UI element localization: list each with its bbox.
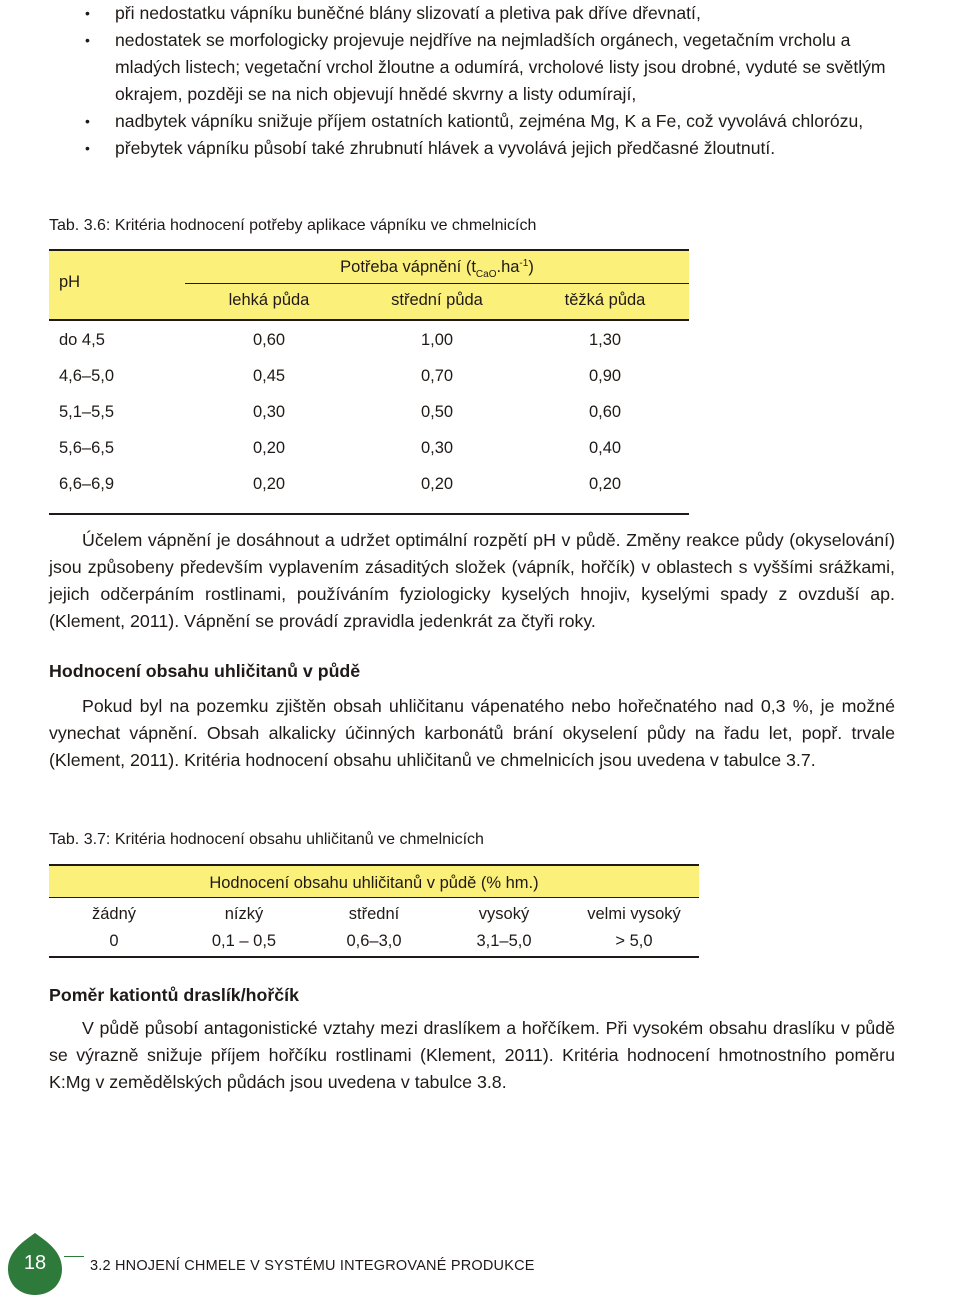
table-cell: 0,90 [588,367,622,385]
column-header-light-soil: lehká půda [228,291,310,309]
table-cell: 0,1 – 0,5 [211,932,277,950]
table-row [49,429,689,465]
table-cell: 0,70 [420,367,454,385]
table-cell: 0,20 [588,475,622,493]
running-footer-section: 3.2 HNOJENÍ CHMELE V SYSTÉMU INTEGROVANÉ PRODUKCE [90,1258,535,1274]
table-cell: 1,00 [420,331,454,349]
bullet-item: • přebytek vápníku působí také zhrubnutí hlávek a vyvolává jejich předčasné žloutnutí. [85,135,905,162]
bullet-list [85,0,905,162]
table-row [49,321,689,357]
bullet-item: • nedostatek se morfologicky projevuje nejdříve na nejmladších orgánech, vegetačním vrcholu a mladých listech; vegetační vrchol žloutne a odumírá, vrcholové listy jsou drobné, vyduté se světlým okrajem, později se na nich objevují hnědé skvrny a listy odumírají, [85,27,905,108]
table1-bottom-rule [49,513,689,515]
table2-header [49,866,699,897]
table-cell: 0,40 [588,439,622,457]
bullet-item: • nadbytek vápníku snižuje příjem ostatních kationtů, zejména Mg, K a Fe, což vyvolává chlorózu, [85,108,905,135]
table-cell: 0 [109,932,119,950]
table-cell: do 4,5 [59,331,105,349]
table-cell: > 5,0 [615,932,653,950]
table-row [49,357,689,393]
table2-column-headers [49,905,699,931]
column-header: vysoký [478,905,530,923]
table-cell: 0,60 [252,331,286,349]
table-cell: 0,50 [420,403,454,421]
table-cell: 0,20 [420,475,454,493]
table-liming-criteria [49,249,689,515]
table-cell: 0,6–3,0 [346,932,402,950]
heading-carbonate-content: Hodnocení obsahu uhličitanů v půdě [49,661,361,681]
paragraph-liming-purpose: Účelem vápnění je dosáhnout a udržet optimální rozpětí pH v půdě. Změny reakce půdy (okyselování) jsou způsobeny především vyplavením zásaditých složek (vápník, hořčík) v oblastech s vyššími srážkami, jejich odčerpáním rostlinami, používáním fyziologicky kyselých hnojiv, kyselými spady z ovzduší ap. (Klement, 2011). Vápnění se provádí zpravidla jedenkrát za čtyři roky. [49,530,895,631]
table-row [49,465,689,501]
table-cell: 0,60 [588,403,622,421]
table-cell: 6,6–6,9 [59,475,115,493]
table-row [49,932,699,958]
table-cell: 1,30 [588,331,622,349]
table-cell: 5,6–6,5 [59,439,115,457]
table1-caption: Tab. 3.6: Kritéria hodnocení potřeby aplikace vápníku ve chmelnicích [49,217,537,234]
table-cell: 0,30 [420,439,454,457]
heading-cation-ratio: Poměr kationtů draslík/hořčík [49,985,299,1005]
page-number: 18 [23,1252,47,1274]
table1-header [49,249,689,321]
column-header: nízký [224,905,264,923]
table1-body [49,321,689,515]
paragraph-cation-ratio: V půdě působí antagonistické vztahy mezi draslíkem a hořčíkem. Při vysokém obsahu draslíku v půdě se výrazně snižuje příjem hořčíku rostlinami (Klement, 2011). Kritéria hodnocení hmotnostního poměru K:Mg v zemědělských půdách jsou uvedena v tabulce 3.8. [49,1018,895,1092]
table-cell: 5,1–5,5 [59,403,115,421]
table-cell: 3,1–5,0 [476,932,532,950]
column-header: střední [348,905,400,923]
footer-divider [64,1256,84,1257]
table-cell: 4,6–5,0 [59,367,115,385]
bullet-item: • při nedostatku vápníku buněčné blány slizovatí a pletiva pak dříve dřevnatí, [85,0,905,27]
table-cell: 0,45 [252,367,286,385]
ph-column-header: pH [59,273,81,291]
table2-caption: Tab. 3.7: Kritéria hodnocení obsahu uhličitanů ve chmelnicích [49,831,484,848]
table-cell: 0,20 [252,475,286,493]
column-header: žádný [91,905,137,923]
table-cell: 0,20 [252,439,286,457]
column-header: velmi vysoký [587,905,681,923]
table-row [49,393,689,429]
table-cell: 0,30 [252,403,286,421]
column-header-heavy-soil: těžká půda [564,291,646,309]
liming-need-header: Potřeba vápnění $(t_{CaO}.ha^{-1})$ [340,258,534,280]
table2-title: Hodnocení obsahu uhličitanů v půdě (% hm.) [209,874,539,892]
paragraph-carbonate: Pokud byl na pozemku zjištěn obsah uhličitanu vápenatého nebo hořečnatého nad 0,3 %, je možné vynechat vápnění. Obsah alkalicky účinných karbonátů brání okyselení půdy na řadu let, popř. trvale (Klement, 2011). Kritéria hodnocení obsahu uhličitanů ve chmelnicích jsou uvedena v tabulce 3.7. [49,696,895,770]
column-header-medium-soil: střední půda [391,291,483,309]
